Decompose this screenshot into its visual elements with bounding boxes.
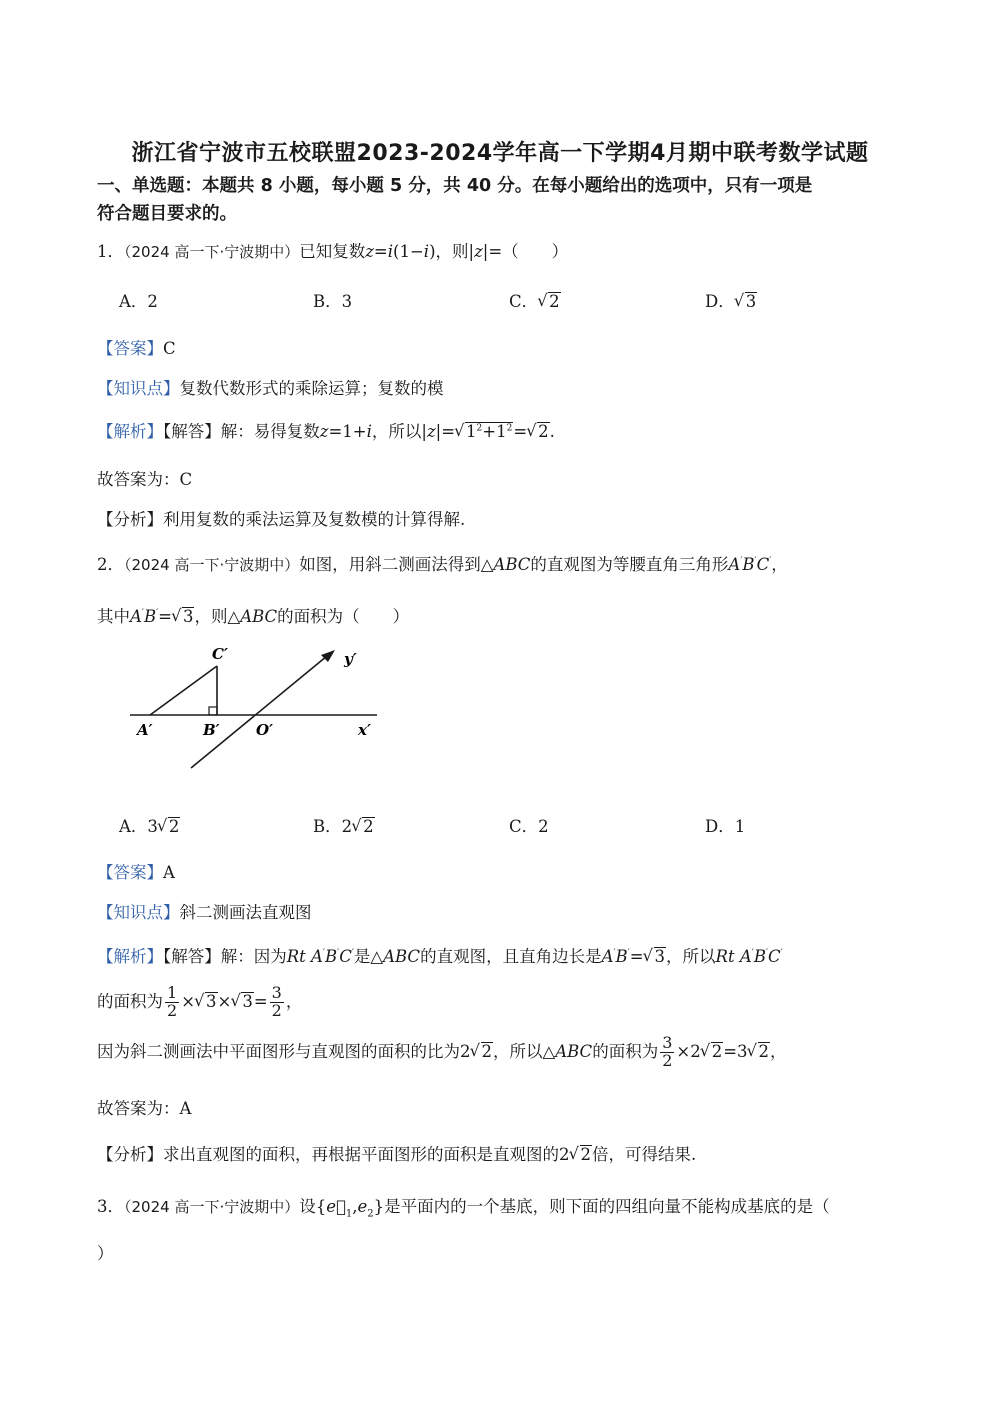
- q2-solution-line3: 因为斜二测画法中平面图形与直观图的面积的比为2√ 2，所以△ABC的面积为 $\frac{3}{2}$ ×2√ 2=3√ 2，: [97, 1035, 787, 1070]
- question-source: （2024 高一下·宁波期中）: [124, 1198, 300, 1216]
- q2-analysis: 【分析】求出直观图的面积，再根据平面图形的面积是直观图的2√ 2倍，可得结果.: [97, 1141, 696, 1165]
- answer-tag: 【答案】: [97, 863, 163, 882]
- q1-option-b: B．3: [313, 292, 353, 311]
- kp-text: 斜二测画法直观图: [179, 903, 312, 922]
- option-label: A．3: [119, 817, 158, 836]
- solution-tag: 【解析】: [97, 947, 163, 966]
- question-3-stem-cont: ）: [97, 1244, 114, 1263]
- label-a: A′: [137, 721, 153, 739]
- solution-text: 【解答】解：易得复数: [163, 422, 320, 441]
- hypotenuse-line: [150, 666, 217, 715]
- label-c: C′: [212, 645, 228, 663]
- page-title: 浙江省宁波市五校联盟2023-2024学年高一下学期4月期中联考数学试题: [131, 141, 869, 166]
- section-heading: 一、单选题：本题共 8 小题，每小题 5 分，共 40 分。在每小题给出的选项中，只有一项是: [97, 176, 813, 196]
- solution-text: ，所以: [493, 1041, 543, 1061]
- radicand: 2: [168, 817, 180, 836]
- kp-text: 复数代数形式的乘除运算；复数的模: [179, 379, 444, 398]
- stem-text: 其中: [97, 607, 130, 626]
- q2-option-a: [119, 813, 180, 837]
- q1-option-c: [509, 288, 561, 312]
- stem-text: （ ）: [502, 242, 569, 261]
- right-angle-mark: [209, 707, 217, 715]
- solution-text: ，所以: [666, 947, 716, 966]
- q1-answer: [97, 335, 176, 359]
- q1-option-a: A．2: [119, 292, 158, 311]
- section-heading-cont: 符合题目要求的。: [97, 204, 237, 224]
- answer-value: C: [163, 339, 176, 358]
- radicand: 3: [745, 292, 757, 311]
- y-axis-line: [191, 656, 327, 768]
- q2-solution-line1: 【解析】【解答】解：因为Rt A′B′C′是△ABC的直观图，且直角边长是A′B′=√ 3，所以Rt A′B′C′: [97, 943, 783, 967]
- q1-knowledge-point: [97, 375, 444, 399]
- solution-text: 【解答】解：因为: [163, 947, 287, 966]
- label-x: x′: [358, 721, 371, 739]
- question-3-stem: 3．（2024 高一下·宁波期中）设$\{e⃗_1,e_2\}$是平面内的一个基底，则下面的四组向量不能构成基底的是（: [97, 1197, 830, 1220]
- label-y: y′: [344, 650, 357, 668]
- radicand: 2: [363, 817, 374, 836]
- q1-conclusion: 故答案为：C: [97, 470, 193, 489]
- analysis-text: 【分析】求出直观图的面积，再根据平面图形的面积是直观图的: [97, 1145, 559, 1164]
- kp-tag: 【知识点】: [97, 379, 180, 398]
- answer-tag: 【答案】: [97, 339, 163, 358]
- label-o: O′: [256, 721, 274, 739]
- q1-option-d: [705, 288, 757, 312]
- q2-solution-line2: 的面积为 $\frac{1}{2}$ ×√ 3×√ 3= $\frac{3}{2}$ ，: [97, 985, 302, 1020]
- stem-text: 设: [299, 1197, 316, 1216]
- question-source: （2024 高一下·宁波期中）: [124, 556, 300, 574]
- q2-answer: [97, 859, 175, 883]
- question-number: 1．: [97, 242, 124, 261]
- q1-solution: 【解析】【解答】解：易得复数z=1+i，所以|z|=√ $1^2+1^2=√$ 2.: [97, 418, 555, 442]
- stem-text: 是平面内的一个基底，则下面的四组向量不能构成基底的是（: [384, 1197, 830, 1216]
- question-number: 2．: [97, 555, 124, 574]
- solution-text: 的面积为: [97, 991, 163, 1011]
- question-source: （2024 高一下·宁波期中）: [124, 243, 300, 261]
- oblique-projection-figure: [125, 640, 390, 775]
- label-b: B′: [203, 721, 220, 739]
- question-2-stem-cont: 其中A′B′=√ 3，则△ABC的面积为（ ）: [97, 603, 409, 627]
- solution-tag: 【解析】: [97, 422, 163, 441]
- stem-text: 如图，用斜二测画法得到: [299, 555, 481, 574]
- solution-text: ，所以: [371, 422, 422, 441]
- q2-option-c: C．2: [509, 817, 549, 836]
- solution-text: 的面积为: [592, 1041, 659, 1061]
- question-2-stem: 2．（2024 高一下·宁波期中）如图，用斜二测画法得到△ABC的直观图为等腰直角三角形A′B′C′，: [97, 555, 788, 574]
- stem-text: ，则: [194, 607, 228, 626]
- stem-text: 的直观图为等腰直角三角形: [530, 555, 729, 574]
- solution-text: 的直观图，且直角边长是: [420, 947, 602, 966]
- q2-conclusion: 故答案为：A: [97, 1099, 192, 1118]
- answer-value: A: [163, 863, 175, 882]
- stem-text: ，则: [435, 242, 469, 261]
- solution-text: 因为斜二测画法中平面图形与直观图的面积的比为: [97, 1041, 460, 1061]
- stem-text: 的面积为（ ）: [277, 607, 410, 626]
- kp-tag: 【知识点】: [97, 903, 180, 922]
- option-label: B．2: [313, 817, 353, 836]
- stem-text: 已知复数: [299, 242, 366, 261]
- analysis-text: 倍，可得结果.: [592, 1145, 697, 1164]
- option-label: C．: [509, 292, 539, 311]
- radicand: 2: [549, 292, 560, 311]
- q2-knowledge-point: [97, 899, 312, 923]
- option-label: D．: [705, 292, 735, 311]
- q1-analysis: 【分析】利用复数的乘法运算及复数模的计算得解.: [97, 510, 466, 529]
- question-number: 3．: [97, 1197, 124, 1216]
- solution-text: 是: [353, 947, 371, 966]
- q2-option-d: D．1: [705, 817, 746, 836]
- q2-option-b: [313, 813, 375, 837]
- question-1-stem: 1．（2024 高一下·宁波期中）已知复数z=i(1−i)，则|z|=（ ）: [97, 242, 569, 261]
